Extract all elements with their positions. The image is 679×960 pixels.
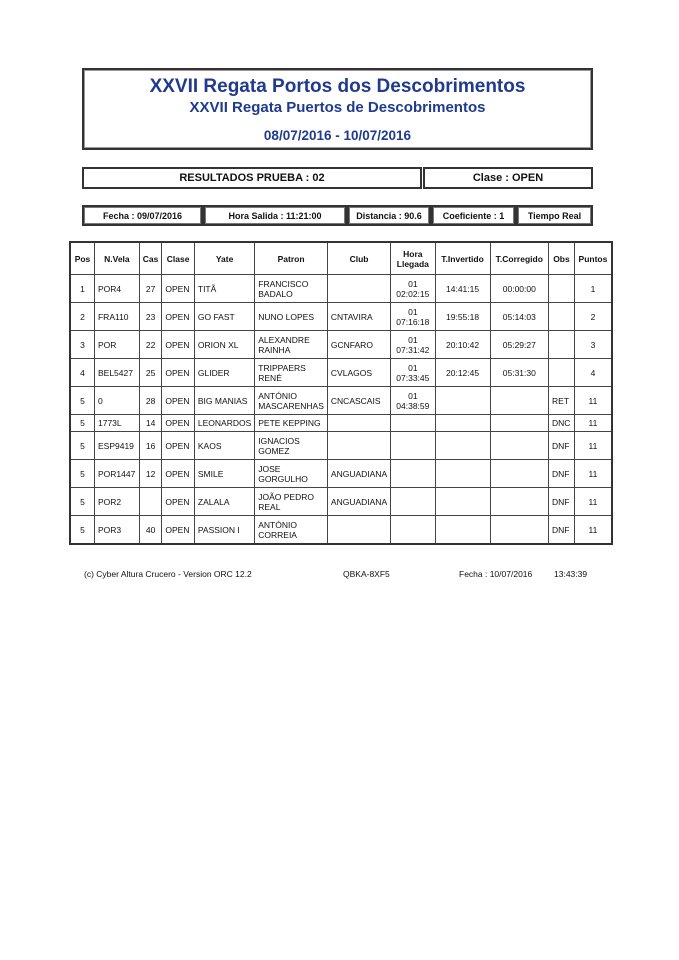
footer-fecha: Fecha : 10/07/2016 xyxy=(459,569,533,579)
table-row xyxy=(70,488,612,516)
header-hora: Hora Llegada xyxy=(391,242,435,275)
cell-puntos: 3 xyxy=(574,331,612,359)
cell-hora: 01 07:16:18 xyxy=(391,303,435,331)
header-yate: Yate xyxy=(194,242,254,275)
page-subtitle: XXVII Regata Puertos de Descobrimentos xyxy=(189,99,486,116)
cell-patron: IGNACIOS GOMEZ xyxy=(255,432,328,460)
cell-club: CVLAGOS xyxy=(327,359,390,387)
cell-club xyxy=(327,516,390,545)
cell-club: GCNFARO xyxy=(327,331,390,359)
cell-cas: 22 xyxy=(139,331,162,359)
footer-software: (c) Cyber Altura Crucero - Version ORC 12.2 xyxy=(84,569,252,579)
cell-yate: KAOS xyxy=(194,432,254,460)
header-pos: Pos xyxy=(70,242,94,275)
cell-corr: 05:31:30 xyxy=(490,359,548,387)
cell-inv: 19:55:18 xyxy=(435,303,490,331)
cell-obs xyxy=(549,303,575,331)
table-row xyxy=(70,359,612,387)
cell-hora: 01 04:38:59 xyxy=(391,387,435,415)
cell-yate: PASSION I xyxy=(194,516,254,545)
table-row xyxy=(70,516,612,545)
cell-vela: POR2 xyxy=(94,488,139,516)
footer-time: 13:43:39 xyxy=(554,569,588,579)
cell-clase: OPEN xyxy=(162,359,194,387)
cell-inv: 20:10:42 xyxy=(435,331,490,359)
table-row xyxy=(70,303,612,331)
cell-cas: 27 xyxy=(139,275,162,303)
cell-clase: OPEN xyxy=(162,387,194,415)
cell-cas: 16 xyxy=(139,432,162,460)
cell-patron: JOSE GORGULHO xyxy=(255,460,328,488)
table-row xyxy=(70,331,612,359)
cell-pos: 5 xyxy=(70,460,94,488)
cell-vela: ESP9419 xyxy=(94,432,139,460)
cell-obs xyxy=(549,331,575,359)
table-row xyxy=(70,415,612,432)
cell-vela: POR4 xyxy=(94,275,139,303)
cell-obs: DNF xyxy=(549,460,575,488)
cell-corr xyxy=(490,415,548,432)
cell-hora xyxy=(391,488,435,516)
cell-puntos: 1 xyxy=(574,275,612,303)
cell-obs: DNF xyxy=(549,516,575,545)
cell-cas: 25 xyxy=(139,359,162,387)
cell-vela: POR xyxy=(94,331,139,359)
event-dates: 08/07/2016 - 10/07/2016 xyxy=(263,128,412,143)
cell-vela: FRA110 xyxy=(94,303,139,331)
cell-inv xyxy=(435,460,490,488)
cell-patron: TRIPPAERS RENÉ xyxy=(255,359,328,387)
cell-vela: BEL5427 xyxy=(94,359,139,387)
cell-pos: 5 xyxy=(70,415,94,432)
results-prueba: RESULTADOS PRUEBA : 02 xyxy=(82,167,422,189)
cell-clase: OPEN xyxy=(162,415,194,432)
cell-yate: SMILE xyxy=(194,460,254,488)
cell-club: CNCASCAIS xyxy=(327,387,390,415)
header-puntos: Puntos xyxy=(574,242,612,275)
cell-cas: 28 xyxy=(139,387,162,415)
cell-clase: OPEN xyxy=(162,460,194,488)
cell-vela: 0 xyxy=(94,387,139,415)
cell-patron: ANTÓNIO CORREIA xyxy=(255,516,328,545)
cell-obs xyxy=(549,359,575,387)
cell-clase: OPEN xyxy=(162,303,194,331)
table-row xyxy=(70,432,612,460)
cell-corr xyxy=(490,432,548,460)
cell-patron: ANTÓNIO MASCARENHAS xyxy=(255,387,328,415)
cell-puntos: 11 xyxy=(574,488,612,516)
cell-clase: OPEN xyxy=(162,488,194,516)
cell-club xyxy=(327,415,390,432)
cell-club: ANGUADIANA xyxy=(327,488,390,516)
header-invertido: T.Invertido xyxy=(435,242,490,275)
cell-puntos: 2 xyxy=(574,303,612,331)
cell-cas: 14 xyxy=(139,415,162,432)
cell-clase: OPEN xyxy=(162,432,194,460)
cell-pos: 5 xyxy=(70,432,94,460)
header-clase: Clase xyxy=(162,242,194,275)
cell-vela: POR1447 xyxy=(94,460,139,488)
header-patron: Patron xyxy=(255,242,328,275)
header-cas: Cas xyxy=(139,242,162,275)
cell-pos: 4 xyxy=(70,359,94,387)
cell-cas: 40 xyxy=(139,516,162,545)
info-tiempo: Tiempo Real xyxy=(516,205,593,226)
footer-code: QBKA-8XF5 xyxy=(343,569,390,579)
cell-cas: 12 xyxy=(139,460,162,488)
cell-hora xyxy=(391,432,435,460)
cell-patron: ALEXANDRE RAINHA xyxy=(255,331,328,359)
cell-yate: BIG MANIAS xyxy=(194,387,254,415)
cell-pos: 1 xyxy=(70,275,94,303)
cell-cas xyxy=(139,488,162,516)
table-header-row xyxy=(70,242,612,275)
cell-corr: 05:14:03 xyxy=(490,303,548,331)
cell-puntos: 11 xyxy=(574,460,612,488)
cell-vela: 1773L xyxy=(94,415,139,432)
cell-cas: 23 xyxy=(139,303,162,331)
cell-clase: OPEN xyxy=(162,516,194,545)
info-distancia: Distancia : 90.6 xyxy=(347,205,431,226)
page-title: XXVII Regata Portos dos Descobrimentos xyxy=(149,76,526,97)
cell-clase: OPEN xyxy=(162,275,194,303)
cell-yate: GLIDER xyxy=(194,359,254,387)
cell-yate: LEONARDOS xyxy=(194,415,254,432)
info-coeficiente: Coeficiente : 1 xyxy=(431,205,516,226)
cell-hora: 01 02:02:15 xyxy=(391,275,435,303)
cell-pos: 5 xyxy=(70,516,94,545)
cell-inv: 20:12:45 xyxy=(435,359,490,387)
results-clase: Clase : OPEN xyxy=(423,167,593,189)
header-obs: Obs xyxy=(549,242,575,275)
cell-obs: DNF xyxy=(549,488,575,516)
cell-yate: ZALALA xyxy=(194,488,254,516)
cell-patron: JOÃO PEDRO REAL xyxy=(255,488,328,516)
table-row xyxy=(70,387,612,415)
cell-inv: 14:41:15 xyxy=(435,275,490,303)
cell-pos: 5 xyxy=(70,387,94,415)
cell-corr xyxy=(490,516,548,545)
cell-hora xyxy=(391,460,435,488)
cell-corr xyxy=(490,460,548,488)
header-corregido: T.Corregido xyxy=(490,242,548,275)
cell-yate: ORION XL xyxy=(194,331,254,359)
results-table xyxy=(69,241,613,545)
table-row xyxy=(70,460,612,488)
cell-club xyxy=(327,432,390,460)
info-hora-salida: Hora Salida : 11:21:00 xyxy=(203,205,347,226)
cell-corr xyxy=(490,488,548,516)
cell-yate: TITÃ xyxy=(194,275,254,303)
cell-puntos: 11 xyxy=(574,415,612,432)
cell-inv xyxy=(435,387,490,415)
cell-clase: OPEN xyxy=(162,331,194,359)
cell-patron: FRANCISCO BADALO xyxy=(255,275,328,303)
cell-inv xyxy=(435,488,490,516)
cell-puntos: 11 xyxy=(574,387,612,415)
cell-hora xyxy=(391,516,435,545)
cell-puntos: 4 xyxy=(574,359,612,387)
header-club: Club xyxy=(327,242,390,275)
cell-pos: 2 xyxy=(70,303,94,331)
cell-obs: DNF xyxy=(549,432,575,460)
cell-inv xyxy=(435,432,490,460)
cell-pos: 3 xyxy=(70,331,94,359)
cell-inv xyxy=(435,516,490,545)
cell-yate: GO FAST xyxy=(194,303,254,331)
cell-club: ANGUADIANA xyxy=(327,460,390,488)
cell-obs xyxy=(549,275,575,303)
cell-corr: 05:29:27 xyxy=(490,331,548,359)
cell-inv xyxy=(435,415,490,432)
cell-obs: RET xyxy=(549,387,575,415)
title-box xyxy=(82,68,593,150)
cell-patron: NUNO LOPES xyxy=(255,303,328,331)
cell-hora: 01 07:33:45 xyxy=(391,359,435,387)
cell-hora: 01 07:31:42 xyxy=(391,331,435,359)
header-vela: N.Vela xyxy=(94,242,139,275)
cell-vela: POR3 xyxy=(94,516,139,545)
cell-hora xyxy=(391,415,435,432)
cell-corr: 00:00:00 xyxy=(490,275,548,303)
cell-corr xyxy=(490,387,548,415)
cell-obs: DNC xyxy=(549,415,575,432)
table-row xyxy=(70,275,612,303)
cell-patron: PETE KEPPING xyxy=(255,415,328,432)
cell-pos: 5 xyxy=(70,488,94,516)
cell-puntos: 11 xyxy=(574,432,612,460)
cell-club: CNTAVIRA xyxy=(327,303,390,331)
info-fecha: Fecha : 09/07/2016 xyxy=(82,205,203,226)
cell-puntos: 11 xyxy=(574,516,612,545)
cell-club xyxy=(327,275,390,303)
